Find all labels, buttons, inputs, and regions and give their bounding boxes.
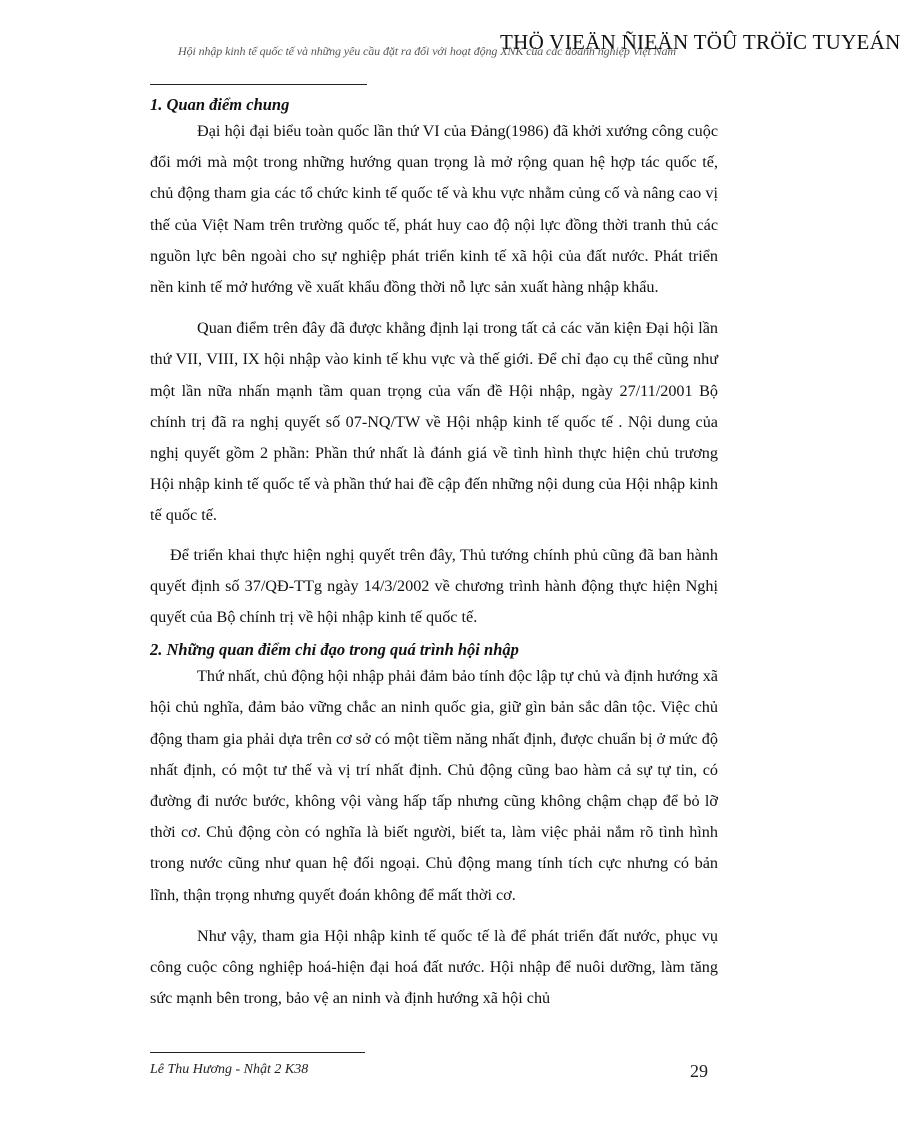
footer-author: Lê Thu Hương - Nhật 2 K38 [150,1062,309,1077]
paragraph: Thứ nhất, chủ động hội nhập phải đảm bảo tính độc lập tự chủ và định hướng xã hội chủ nghĩa, đảm bảo vững chắc an ninh quốc gia, giữ gìn bản sắc dân tộc. Việc chủ động tham gia phải dựa trên cơ sở có một tiềm năng nhất định, được chuẩn bị ở mức độ nhất định, có một tư thế và vị trí nhất định. Chủ động cũng bao hàm cả sự tự tin, có đường đi nước bước, không vội vàng hấp tấp nhưng cũng không chậm chạp để bỏ lỡ thời cơ. Chủ động còn có nghĩa là biết người, biết ta, làm việc phải nắm rõ tình hình trong nước cũng như quan hệ đối ngoại. Chủ động mang tính tích cực nhưng có bản lĩnh, thận trọng nhưng quyết đoán không để mất thời cơ. [150,667,718,904]
section-heading-1: 1. Quan điểm chung [150,95,290,114]
paragraph: Như vậy, tham gia Hội nhập kinh tế quốc tế là để phát triển đất nước, phục vụ công cuộc công nghiệp hoá-hiện đại hoá đất nước. Hội nhập để nuôi dưỡng, làm tăng sức mạnh bên trong, bảo vệ an ninh và định hướng xã hội chủ [150,926,718,1008]
running-header: Hội nhập kinh tế quốc tế và những yêu cầu đặt ra đối với hoạt động XNK của các doanh nghiệp Việt Nam [178,44,676,58]
library-watermark: THÖ VIEÄN ÑIEÄN TÖÛ TRÖÏC TUYEÁN [500,30,901,54]
paragraph: Đại hội đại biểu toàn quốc lần thứ VI của Đảng(1986) đã khởi xướng công cuộc đổi mới mà một trong những hướng quan trọng là mở rộng quan hệ hợp tác quốc tế, chủ động tham gia các tổ chức kinh tế quốc tế và khu vực nhằm củng cố và nâng cao vị thế của Việt Nam trên trường quốc tế, phát huy cao độ nội lực đồng thời tranh thủ các nguồn lực bên ngoài cho sự nghiệp phát triển kinh tế xã hội của đất nước. Phát triển nền kinh tế mở hướng về xuất khẩu đồng thời nỗ lực sản xuất hàng nhập khẩu. [150,122,718,297]
page-number: 29 [690,1061,708,1081]
footer-rule [150,1052,365,1053]
paragraph: Quan điểm trên đây đã được khẳng định lại trong tất cả các văn kiện Đại hội lần thứ VII, VIII, IX hội nhập vào kinh tế khu vực và thế giới. Để chỉ đạo cụ thể cũng như một lần nữa nhấn mạnh tầm quan trọng của vấn đề Hội nhập, ngày 27/11/2001 Bộ chính trị đã ra nghị quyết số 07-NQ/TW về Hội nhập kinh tế quốc tế . Nội dung của nghị quyết gồm 2 phần: Phần thứ nhất là đánh giá về tình hình thực hiện chủ trương Hội nhập kinh tế quốc tế và phần thứ hai đề cập đến những nội dung của Hội nhập kinh tế quốc tế. [150,319,718,525]
body-content [150,92,718,1014]
header-rule [150,84,367,85]
paragraph: Để triển khai thực hiện nghị quyết trên đây, Thủ tướng chính phủ cũng đã ban hành quyết định số 37/QĐ-TTg ngày 14/3/2002 về chương trình hành động thực hiện Nghị quyết của Bộ chính trị về hội nhập kinh tế quốc tế. [150,545,718,627]
section-heading-2: 2. Những quan điểm chỉ đạo trong quá trình hội nhập [150,640,519,660]
